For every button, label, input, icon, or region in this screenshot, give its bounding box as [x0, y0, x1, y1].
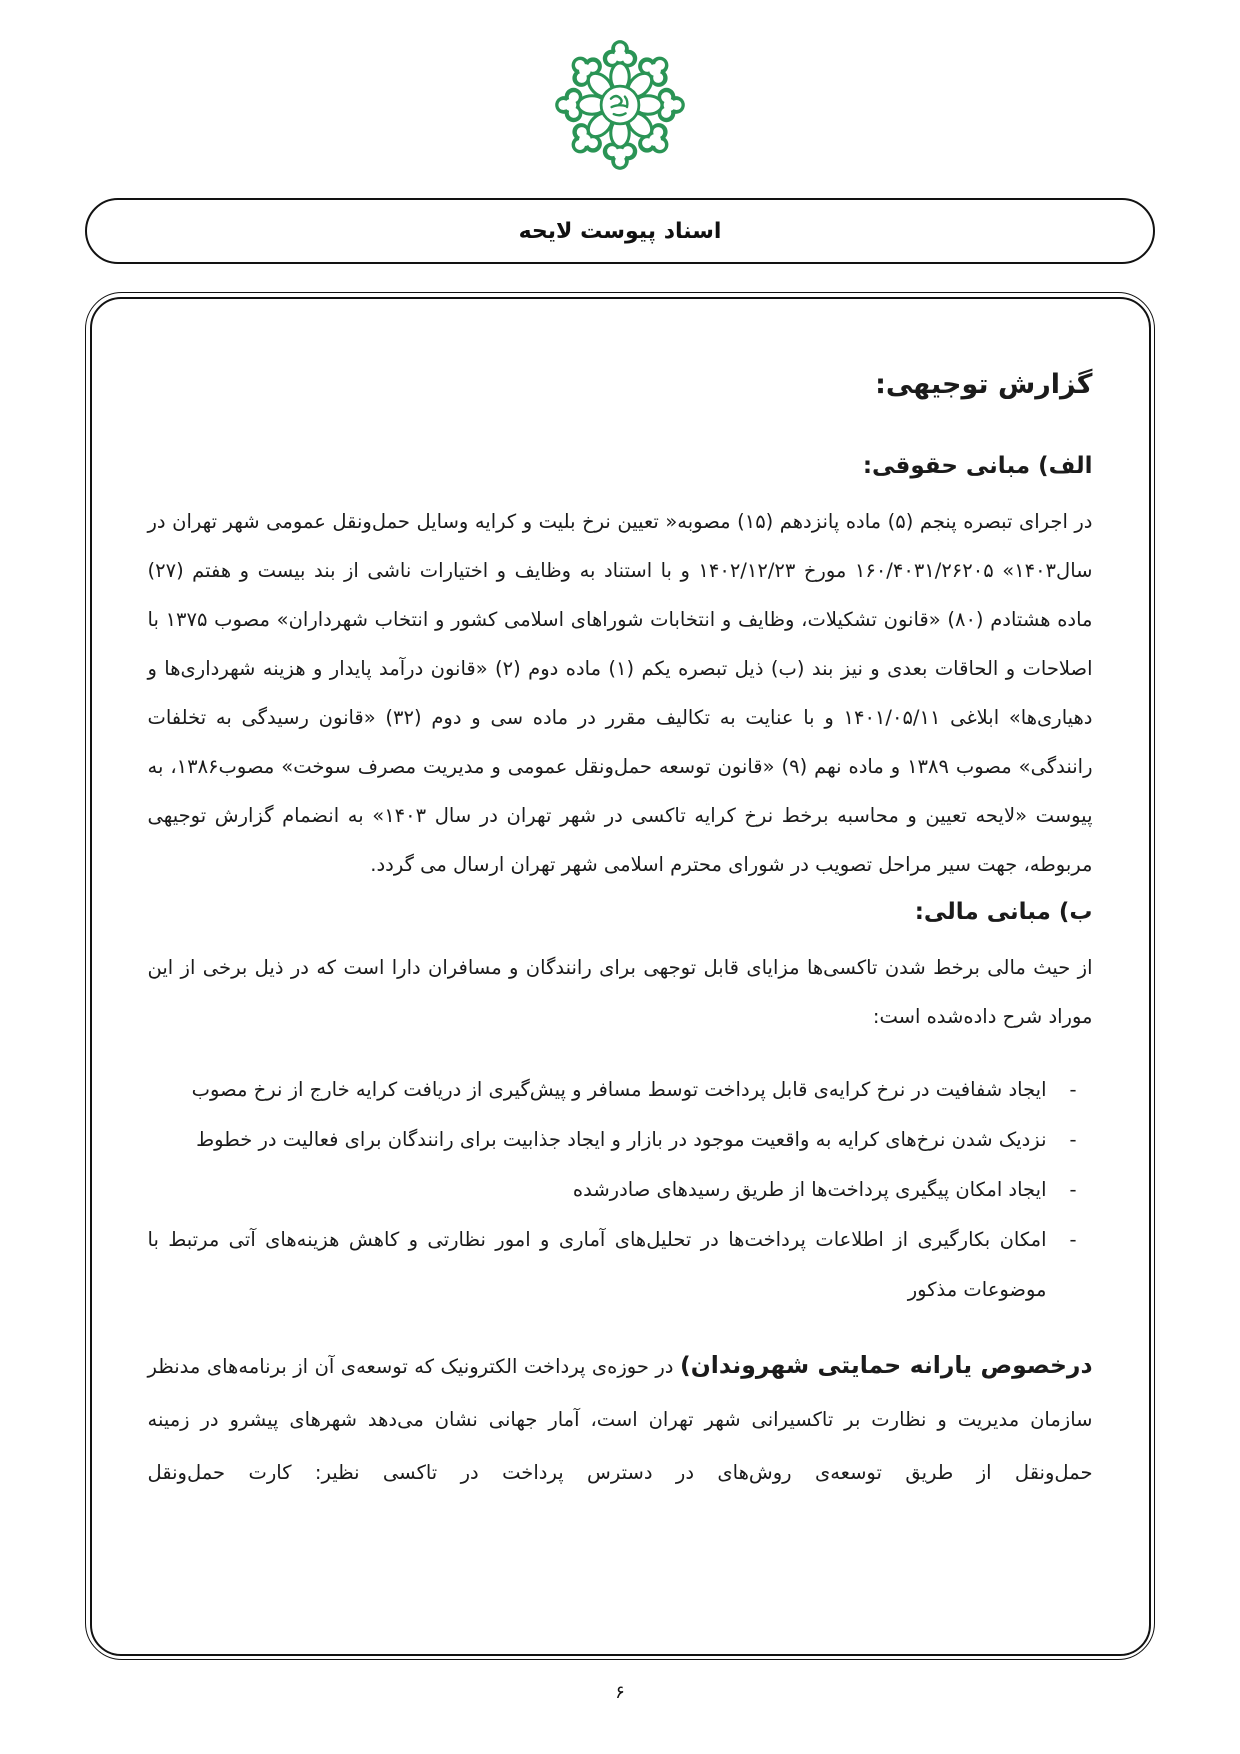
section-a-paragraph: در اجرای تبصره پنجم (۵) ماده پانزدهم (۱۵) مصوبه« تعیین نرخ بلیت و کرایه وسایل حمل‌ونقل عمومی شهر تهران در سال۱۴۰۳» ۱۶۰/۴۰۳۱/۲۶۲۰۵ مورخ ۱۴۰۲/۱۲/۲۳ و با استناد به وظایف و اختیارات ناشی از بند بیست و هفتم (۲۷) ماده هشتادم (۸۰) «قانون تشکیلات، وظایف و انتخابات شوراهای اسلامی کشور و انتخاب شهرداران» مصوب ۱۳۷۵ با اصلاحات و الحاقات بعدی و نیز بند (ب) ذیل تبصره یکم (۱) ماده دوم (۲) «قانون درآمد پایدار و هزینه شهرداری‌ها و دهیاری‌ها» ابلاغی ۱۴۰۱/۰۵/۱۱ و با عنایت به تکالیف مقرر در ماده سی و دوم (۳۲) «قانون رسیدگی به تخلفات رانندگی» مصوب ۱۳۸۹ و ماده نهم (۹) «قانون توسعه حمل‌ونقل عمومی و مدیریت مصرف سوخت» مصوب۱۳۸۶، به پیوست «لایحه تعیین و محاسبه برخط نرخ کرایه تاکسی در شهر تهران در سال ۱۴۰۳» به انضمام گزارش توجیهی مربوطه، جهت سیر مراحل تصویب در شورای محترم اسلامی شهر تهران ارسال می گردد. — [147, 509, 1093, 876]
closing-paragraph — [148, 1339, 1093, 1499]
banner-title: اسناد پیوست لایحه — [518, 218, 722, 244]
section-b-intro: از حیث مالی برخط شدن تاکسی‌ها مزایای قابل توجهی برای رانندگان و مسافران دارا است که در ذیل برخی از این موراد شرح داده‌شده است: — [147, 955, 1093, 1028]
section-b-heading: ب) مبانی مالی: — [914, 898, 1093, 925]
closing-lead: درخصوص یارانه حمایتی شهروندان) — [679, 1350, 1093, 1379]
benefits-list — [148, 1065, 1093, 1315]
closing-text: در حوزه‌ی پرداخت الکترونیک که توسعه‌ی آن از برنامه‌های مدنظر سازمان مدیریت و نظارت بر تاکسیرانی شهر تهران است، آمار جهانی نشان می‌دهد شهرهای پیشرو در زمینه حمل‌ونقل از طریق توسعه‌ی روش‌های در دسترس پرداخت در تاکسی نظیر: کارت حمل‌ونقل — [147, 1354, 1093, 1484]
page-number: ۶ — [615, 1682, 625, 1703]
municipality-emblem-icon — [550, 34, 690, 176]
benefit-item: - ایجاد امکان پیگیری پرداخت‌ها از طریق رسیدهای صادرشده — [148, 1165, 1093, 1215]
tehran-municipality-logo — [550, 34, 690, 176]
benefit-item: - ایجاد شفافیت در نرخ کرایه‌ی قابل پرداخت توسط مسافر و پیش‌گیری از دریافت کرایه خارج از نرخ مصوب — [148, 1065, 1093, 1115]
report-frame-inner — [90, 297, 1151, 1656]
benefit-item: - نزدیک شدن نرخ‌های کرایه به واقعیت موجود در بازار و ایجاد جذابیت برای رانندگان برای فعالیت در خطوط — [148, 1115, 1093, 1165]
banner-box — [85, 198, 1155, 264]
report-title: گزارش توجیهی: — [875, 368, 1093, 400]
section-a-heading: الف) مبانی حقوقی: — [862, 452, 1093, 479]
report-frame — [85, 292, 1155, 1660]
benefit-item: - امکان بکارگیری از اطلاعات پرداخت‌ها در تحلیل‌های آماری و امور نظارتی و کاهش هزینه‌های آتی مرتبط با موضوعات مذکور — [148, 1215, 1093, 1315]
